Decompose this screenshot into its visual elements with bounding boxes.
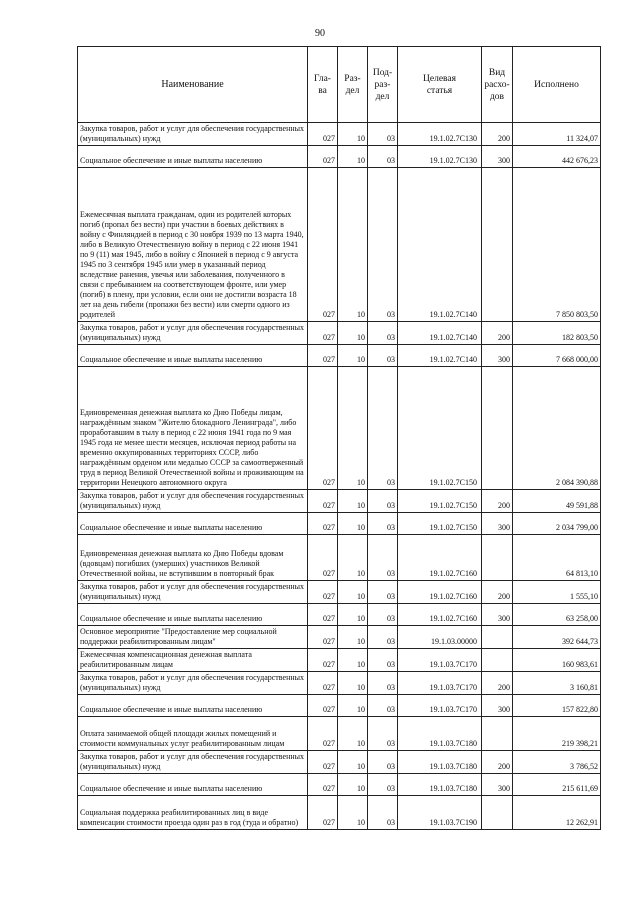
row-glava: 027: [308, 513, 338, 535]
row-sum: 3 786,52: [513, 751, 601, 774]
table-row: [78, 146, 601, 168]
row-name: Социальное обеспечение и иные выплаты населению: [78, 146, 308, 168]
row-podrazdel: 03: [368, 490, 398, 513]
row-glava: 027: [308, 322, 338, 345]
row-vid: [482, 649, 513, 672]
row-razdel: 10: [338, 535, 368, 581]
table-row: [78, 345, 601, 367]
row-vid: 300: [482, 774, 513, 796]
row-podrazdel: 03: [368, 367, 398, 490]
row-vid: 300: [482, 604, 513, 626]
row-razdel: 10: [338, 146, 368, 168]
row-glava: 027: [308, 672, 338, 695]
table-row: [78, 490, 601, 513]
row-target: 19.1.03.7С170: [398, 649, 482, 672]
row-sum: 7 850 803,50: [513, 168, 601, 322]
row-vid: [482, 367, 513, 490]
row-glava: 027: [308, 146, 338, 168]
row-vid: 200: [482, 123, 513, 146]
row-name: Закупка товаров, работ и услуг для обеспечения государственных (муниципальных) нужд: [78, 490, 308, 513]
row-sum: 12 262,91: [513, 796, 601, 830]
row-target: 19.1.02.7С140: [398, 345, 482, 367]
row-razdel: 10: [338, 774, 368, 796]
row-name: Социальное обеспечение и иные выплаты населению: [78, 513, 308, 535]
row-sum: 215 611,69: [513, 774, 601, 796]
row-vid: [482, 626, 513, 649]
row-sum: 1 555,10: [513, 581, 601, 604]
row-podrazdel: 03: [368, 774, 398, 796]
row-razdel: 10: [338, 168, 368, 322]
row-vid: 300: [482, 146, 513, 168]
row-name: Ежемесячная компенсационная денежная выплата реабилитированным лицам: [78, 649, 308, 672]
row-razdel: 10: [338, 672, 368, 695]
row-podrazdel: 03: [368, 123, 398, 146]
row-razdel: 10: [338, 490, 368, 513]
page-number: 90: [315, 28, 325, 39]
row-vid: 200: [482, 581, 513, 604]
table-row: [78, 604, 601, 626]
row-podrazdel: 03: [368, 513, 398, 535]
row-name: Социальное обеспечение и иные выплаты населению: [78, 604, 308, 626]
row-vid: 200: [482, 322, 513, 345]
row-target: 19.1.02.7С160: [398, 604, 482, 626]
row-vid: [482, 535, 513, 581]
row-podrazdel: 03: [368, 649, 398, 672]
row-target: 19.1.02.7С160: [398, 581, 482, 604]
table-row: [78, 796, 601, 830]
row-glava: 027: [308, 367, 338, 490]
row-name: Социальное обеспечение и иные выплаты населению: [78, 774, 308, 796]
row-glava: 027: [308, 490, 338, 513]
row-name: Единовременная денежная выплата ко Дню Победы лицам, награждённым знаком "Жителю блокадного Ленинграда", либо проработавшим в тылу в период с 22 июня 1941 года по 9 мая 1945 года не менее шести месяцев, исключая период работы на временно оккупированных территориях СССР, либо награждённым орденом или медалью СССР за самоотверженный труд в период Великой Отечественной войны и проживающим на территории Ненецкого автономного округа: [78, 367, 308, 490]
budget-table: [77, 46, 601, 830]
row-podrazdel: 03: [368, 535, 398, 581]
row-glava: 027: [308, 345, 338, 367]
row-target: 19.1.03.7С190: [398, 796, 482, 830]
table-row: [78, 581, 601, 604]
row-razdel: 10: [338, 345, 368, 367]
row-glava: 027: [308, 695, 338, 717]
row-name: Оплата занимаемой общей площади жилых помещений и стоимости коммунальных услуг реабилитированным лицам: [78, 717, 308, 751]
table-row: [78, 322, 601, 345]
row-sum: 160 983,61: [513, 649, 601, 672]
row-podrazdel: 03: [368, 695, 398, 717]
row-razdel: 10: [338, 649, 368, 672]
row-razdel: 10: [338, 751, 368, 774]
row-sum: 63 258,00: [513, 604, 601, 626]
row-glava: 027: [308, 581, 338, 604]
row-glava: 027: [308, 626, 338, 649]
row-target: 19.1.02.7С150: [398, 513, 482, 535]
row-vid: [482, 168, 513, 322]
row-razdel: 10: [338, 123, 368, 146]
row-target: 19.1.02.7С150: [398, 490, 482, 513]
row-name: Социальное обеспечение и иные выплаты населению: [78, 695, 308, 717]
row-vid: 200: [482, 490, 513, 513]
row-podrazdel: 03: [368, 581, 398, 604]
row-vid: 300: [482, 513, 513, 535]
row-podrazdel: 03: [368, 796, 398, 830]
row-podrazdel: 03: [368, 345, 398, 367]
row-glava: 027: [308, 796, 338, 830]
row-target: 19.1.03.7С180: [398, 717, 482, 751]
row-target: 19.1.02.7С130: [398, 123, 482, 146]
row-glava: 027: [308, 535, 338, 581]
row-target: 19.1.03.7С180: [398, 751, 482, 774]
row-glava: 027: [308, 717, 338, 751]
row-podrazdel: 03: [368, 751, 398, 774]
row-razdel: 10: [338, 796, 368, 830]
row-vid: 300: [482, 695, 513, 717]
row-target: 19.1.03.7С170: [398, 672, 482, 695]
row-name: Социальная поддержка реабилитированных лиц в виде компенсации стоимости проезда один раз в год (туда и обратно): [78, 796, 308, 830]
row-vid: 200: [482, 751, 513, 774]
row-podrazdel: 03: [368, 626, 398, 649]
row-sum: 11 324,07: [513, 123, 601, 146]
row-name: Единовременная денежная выплата ко Дню Победы вдовам (вдовцам) погибших (умерших) участников Великой Отечественной войны, не вступившим в повторный брак: [78, 535, 308, 581]
row-glava: 027: [308, 649, 338, 672]
row-sum: 2 034 799,00: [513, 513, 601, 535]
row-sum: 2 084 390,88: [513, 367, 601, 490]
row-razdel: 10: [338, 626, 368, 649]
row-vid: [482, 796, 513, 830]
row-target: 19.1.03.7С170: [398, 695, 482, 717]
row-name: Основное мероприятие "Предоставление мер социальной поддержки реабилитированным лицам": [78, 626, 308, 649]
row-razdel: 10: [338, 581, 368, 604]
header-name: Наименование: [78, 47, 308, 123]
header-vid: Вид расхо- дов: [482, 47, 513, 123]
row-sum: 7 668 000,00: [513, 345, 601, 367]
row-target: 19.1.02.7С140: [398, 168, 482, 322]
row-glava: 027: [308, 774, 338, 796]
row-glava: 027: [308, 123, 338, 146]
row-razdel: 10: [338, 367, 368, 490]
row-razdel: 10: [338, 717, 368, 751]
table-header: [78, 47, 601, 123]
row-razdel: 10: [338, 604, 368, 626]
table-row: [78, 367, 601, 490]
row-razdel: 10: [338, 695, 368, 717]
row-target: 19.1.02.7С130: [398, 146, 482, 168]
row-name: Ежемесячная выплата гражданам, один из родителей которых погиб (пропал без вести) при участии в боевых действиях в войну с Финляндией в период с 30 ноября 1939 по 13 марта 1940, либо в Великую Отечественную войну в период с 22 июня 1941 по 9 (11) мая 1945, либо в войну с Японией в период с 9 августа 1945 по 3 сентября 1945 или умер в указанный период вследствие ранения, увечья или заболевания, полученного в связи с пребыванием на соответствующем фронте, или умер (погиб) в плену, при условии, если они не достигли возраста 18 лет на день гибели (пропажи без вести) или смерти одного из родителей: [78, 168, 308, 322]
row-sum: 157 822,80: [513, 695, 601, 717]
row-name: Закупка товаров, работ и услуг для обеспечения государственных (муниципальных) нужд: [78, 672, 308, 695]
row-target: 19.1.03.7С180: [398, 774, 482, 796]
row-sum: 3 160,81: [513, 672, 601, 695]
row-razdel: 10: [338, 513, 368, 535]
header-target: Целевая статья: [398, 47, 482, 123]
row-podrazdel: 03: [368, 322, 398, 345]
table-row: [78, 535, 601, 581]
row-name: Закупка товаров, работ и услуг для обеспечения государственных (муниципальных) нужд: [78, 123, 308, 146]
row-glava: 027: [308, 168, 338, 322]
header-podrazdel: Под- раз- дел: [368, 47, 398, 123]
table-row: [78, 717, 601, 751]
row-glava: 027: [308, 751, 338, 774]
row-name: Закупка товаров, работ и услуг для обеспечения государственных (муниципальных) нужд: [78, 322, 308, 345]
row-podrazdel: 03: [368, 604, 398, 626]
row-sum: 64 813,10: [513, 535, 601, 581]
table-row: [78, 649, 601, 672]
row-razdel: 10: [338, 322, 368, 345]
table-row: [78, 672, 601, 695]
row-target: 19.1.02.7С160: [398, 535, 482, 581]
row-vid: 300: [482, 345, 513, 367]
row-sum: 49 591,88: [513, 490, 601, 513]
table-row: [78, 513, 601, 535]
row-target: 19.1.02.7С150: [398, 367, 482, 490]
row-target: 19.1.02.7С140: [398, 322, 482, 345]
table-body: [78, 123, 601, 830]
table-row: [78, 168, 601, 322]
header-razdel: Раз- дел: [338, 47, 368, 123]
table-row: [78, 774, 601, 796]
row-sum: 182 803,50: [513, 322, 601, 345]
row-sum: 392 644,73: [513, 626, 601, 649]
row-name: Закупка товаров, работ и услуг для обеспечения государственных (муниципальных) нужд: [78, 751, 308, 774]
row-sum: 442 676,23: [513, 146, 601, 168]
row-podrazdel: 03: [368, 168, 398, 322]
row-target: 19.1.03.00000: [398, 626, 482, 649]
row-podrazdel: 03: [368, 146, 398, 168]
row-sum: 219 398,21: [513, 717, 601, 751]
row-podrazdel: 03: [368, 717, 398, 751]
row-vid: 200: [482, 672, 513, 695]
row-vid: [482, 717, 513, 751]
table-row: [78, 751, 601, 774]
table-row: [78, 626, 601, 649]
row-name: Социальное обеспечение и иные выплаты населению: [78, 345, 308, 367]
table-row: [78, 695, 601, 717]
row-podrazdel: 03: [368, 672, 398, 695]
header-glava: Гла- ва: [308, 47, 338, 123]
header-executed: Исполнено: [513, 47, 601, 123]
row-glava: 027: [308, 604, 338, 626]
row-name: Закупка товаров, работ и услуг для обеспечения государственных (муниципальных) нужд: [78, 581, 308, 604]
table-row: [78, 123, 601, 146]
